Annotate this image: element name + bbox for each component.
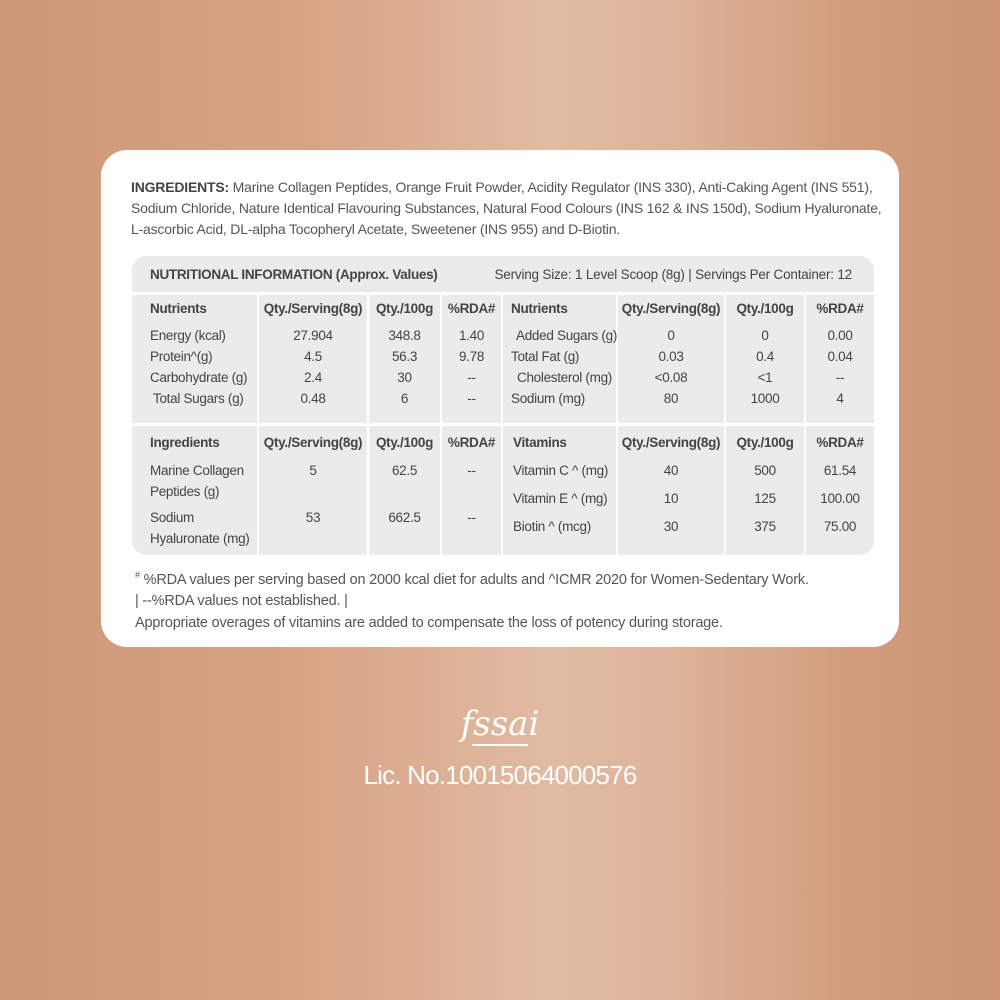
- nutrient-per100: 348.8: [388, 328, 421, 343]
- ingredient-per100: 662.5: [388, 510, 421, 525]
- nutrition-panel-header: [132, 256, 874, 293]
- nutrient-rda: 1.40: [458, 328, 485, 343]
- header-nutrients-right: Nutrients: [511, 301, 568, 316]
- vitamin-serving: 10: [663, 491, 679, 506]
- nutrient-per100: 56.3: [391, 349, 418, 364]
- nutrient-rda: --: [467, 370, 476, 385]
- label-card: [101, 150, 899, 647]
- vitamin-serving: 40: [663, 463, 679, 478]
- fssai-logo-underline: [472, 744, 528, 746]
- header-qty-serving: Qty./Serving(8g): [263, 435, 363, 450]
- header-ingredients: Ingredients: [150, 435, 220, 450]
- nutrient-serving: 80: [663, 391, 679, 406]
- nutrient-rda: 4: [836, 391, 844, 406]
- vitamin-name: Vitamin C ^ (mg): [513, 463, 609, 478]
- header-rda-right: %RDA#: [816, 301, 864, 316]
- vitamin-rda: 61.54: [823, 463, 857, 478]
- nutrient-rda: --: [835, 370, 845, 385]
- footnote-rda: [135, 565, 875, 591]
- nutrient-name: Added Sugars (g): [516, 328, 618, 343]
- divider: [132, 292, 874, 295]
- footnote-rda-text: %RDA values per serving based on 2000 kcal diet for adults and ^ICMR 2020 for Women-Sedentary Work.: [139, 571, 809, 588]
- nutrient-name: Cholesterol (mg): [517, 370, 612, 385]
- nutrient-name: Energy (kcal): [150, 328, 226, 343]
- ingredient-name-cont: Peptides (g): [150, 484, 220, 499]
- vitamin-rda: 75.00: [823, 519, 857, 534]
- ingredients-text: Marine Collagen Peptides, Orange Fruit Powder, Acidity Regulator (INS 330), Anti-Caking Agent (INS 551), Sodium Chloride, Nature Identical Flavouring Substances, Natural Food Colours (INS 162 & INS 150d), Sodium Hyaluronate, L-ascorbic Acid, DL-alpha Tocopheryl Acetate, Sweetener (INS 955) and D-Biotin.: [131, 179, 882, 237]
- vitamin-per100: 125: [754, 491, 776, 506]
- ingredients-paragraph: [131, 177, 891, 240]
- footnote-not-established: | --%RDA values not established. |: [135, 593, 348, 610]
- vitamin-name: Vitamin E ^ (mg): [513, 491, 608, 506]
- header-qty-100g: Qty./100g: [375, 435, 434, 450]
- header-qty-100g-right: Qty./100g: [736, 435, 794, 450]
- vitamin-rda: 100.00: [820, 491, 860, 506]
- nutrient-rda: --: [467, 391, 476, 406]
- serving-info: Serving Size: 1 Level Scoop (8g) | Servings Per Container: 12: [494, 267, 852, 282]
- nutrient-rda: 9.78: [458, 349, 485, 364]
- nutrient-rda: 0.00: [827, 328, 853, 343]
- vitamin-serving: 30: [663, 519, 679, 534]
- nutrient-per100: 0.4: [756, 349, 774, 364]
- ingredient-per100: 62.5: [391, 463, 418, 478]
- ingredient-name: Marine Collagen: [150, 463, 244, 478]
- header-nutrients: Nutrients: [150, 301, 207, 316]
- nutrient-per100: <1: [757, 370, 773, 385]
- nutrient-name: Carbohydrate (g): [150, 370, 248, 385]
- nutrient-serving: 0.03: [658, 349, 684, 364]
- ingredient-rda: --: [467, 510, 476, 525]
- nutrient-per100: 0: [761, 328, 769, 343]
- nutrient-name: Total Sugars (g): [153, 391, 244, 406]
- ingredient-name: Sodium: [150, 510, 194, 525]
- vitamin-per100: 375: [754, 519, 776, 534]
- header-qty-serving: Qty./Serving(8g): [263, 301, 363, 316]
- hash-mark: #: [135, 570, 140, 580]
- nutrient-per100: 1000: [750, 391, 780, 406]
- header-rda: %RDA#: [447, 435, 496, 450]
- header-qty-100g-right: Qty./100g: [736, 301, 794, 316]
- nutrient-name: Total Fat (g): [511, 349, 580, 364]
- nutrient-per100: 30: [397, 370, 412, 385]
- header-rda: %RDA#: [447, 301, 496, 316]
- nutrient-name: Protein^(g): [150, 349, 213, 364]
- nutrient-serving: 2.4: [304, 370, 322, 385]
- ingredient-rda: --: [467, 463, 476, 478]
- header-qty-100g: Qty./100g: [375, 301, 434, 316]
- license-number: Lic. No.10015064000576: [363, 760, 637, 790]
- header-rda-right: %RDA#: [816, 435, 864, 450]
- ingredients-label: INGREDIENTS:: [131, 179, 229, 195]
- vitamin-per100: 500: [754, 463, 776, 478]
- nutrient-serving: <0.08: [654, 370, 688, 385]
- nutrient-serving: 0: [667, 328, 675, 343]
- nutrient-serving: 27.904: [293, 328, 333, 343]
- divider: [501, 293, 503, 555]
- footnotes: [135, 565, 875, 634]
- nutrition-panel: [132, 256, 874, 555]
- header-qty-serving-right: Qty./Serving(8g): [621, 301, 721, 316]
- nutrient-serving: 0.48: [300, 391, 326, 406]
- nutrient-per100: 6: [400, 391, 409, 406]
- ingredient-serving: 5: [309, 463, 317, 478]
- vitamin-name: Biotin ^ (mcg): [513, 519, 591, 534]
- nutrient-name: Sodium (mg): [511, 391, 585, 406]
- footnote-overages: Appropriate overages of vitamins are added to compensate the loss of potency during storage.: [135, 614, 723, 631]
- ingredient-name-cont: Hyaluronate (mg): [150, 531, 250, 546]
- header-qty-serving-right: Qty./Serving(8g): [621, 435, 721, 450]
- nutrition-title: NUTRITIONAL INFORMATION (Approx. Values): [150, 267, 438, 282]
- nutrient-rda: 0.04: [827, 349, 853, 364]
- ingredient-serving: 53: [305, 510, 321, 525]
- divider: [132, 423, 874, 426]
- header-vitamins: Vitamins: [513, 435, 567, 450]
- fssai-logo: fssai: [460, 704, 540, 744]
- nutrient-serving: 4.5: [304, 349, 322, 364]
